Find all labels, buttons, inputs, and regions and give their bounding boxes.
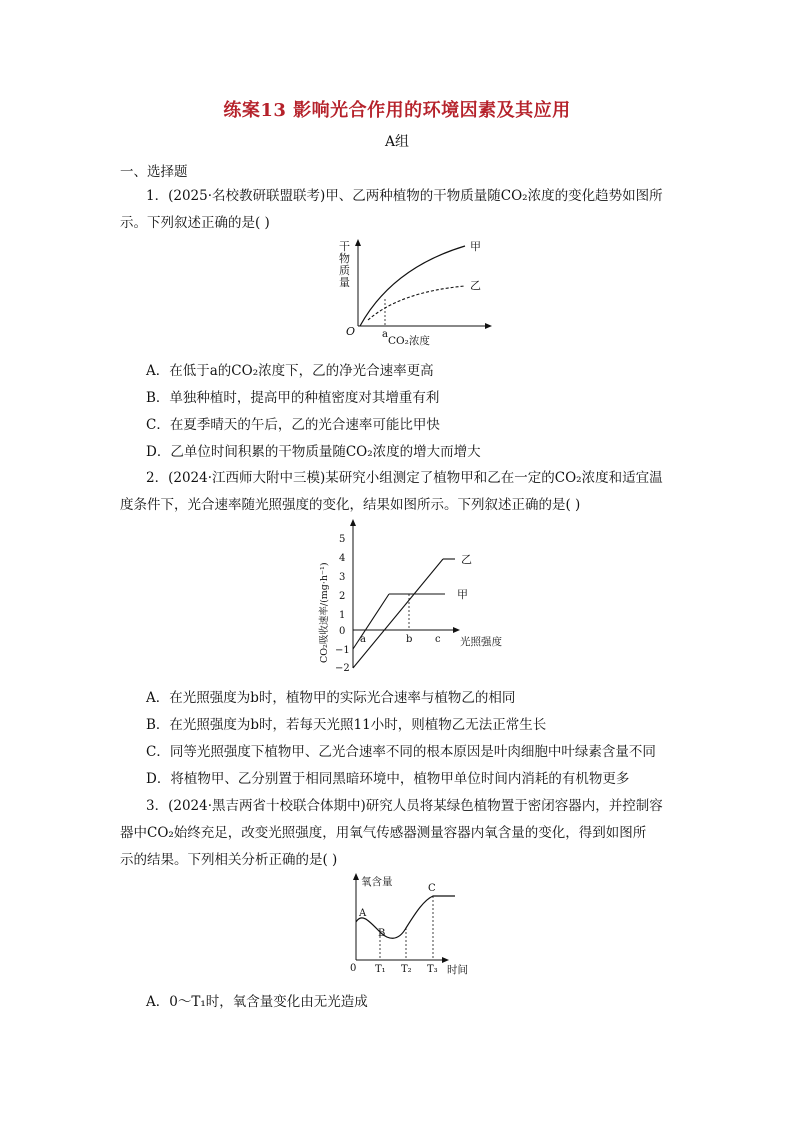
q2-ytick-4: 4 — [339, 553, 346, 564]
q2-xmark-b: b — [406, 634, 413, 645]
q2-line1: 2．(2024·江西师大附中三模)某研究小组测定了植物甲和乙在一定的CO₂浓度和适宜温 — [146, 470, 663, 486]
q2-line-jia — [353, 594, 389, 649]
q3-xmark-t1: T₁ — [375, 964, 386, 975]
q3-stem — [120, 793, 680, 874]
q3-graph — [340, 872, 475, 980]
q3-xmark-t2: T₂ — [401, 964, 412, 975]
q2-option-a: A．在光照强度为b时，植物甲的实际光合速率与植物乙的相同 — [146, 690, 516, 706]
q2-stem — [120, 465, 680, 519]
q2-option-c: C．同等光照强度下植物甲、乙光合速率不同的根本原因是叶肉细胞中叶绿素含量不同 — [146, 744, 656, 760]
q1-curve2-label: 乙 — [470, 279, 481, 292]
q1-option-a: A．在低于a的CO₂浓度下，乙的净光合速率更高 — [146, 363, 434, 379]
section-heading: 一、选择题 — [120, 164, 188, 180]
q2-line-yi — [353, 559, 443, 668]
q2-ytick-5: 5 — [339, 534, 346, 545]
q3-line1: 3．(2024·黑吉两省十校联合体期中)研究人员将某绿色植物置于密闭容器内，并控制容 — [146, 798, 663, 814]
q1-mark-a: a — [382, 329, 388, 340]
q1-xlabel: CO₂浓度 — [388, 335, 430, 347]
q2-option-b: B．在光照强度为b时，若每天光照11小时，则植物乙无法正常生长 — [146, 717, 547, 733]
q1-ylabel: 干物质量 — [339, 240, 350, 289]
q1-curve-yi — [368, 286, 465, 320]
q3-point-c: C — [428, 883, 436, 894]
q1-option-d: D．乙单位时间积累的干物质量随CO₂浓度的增大而增大 — [146, 444, 481, 460]
q2-curve2-label: 甲 — [457, 588, 468, 601]
q2-ytick-2: 2 — [339, 591, 346, 602]
q2-xmark-a: a — [360, 634, 366, 645]
q1-line1: 1．(2025·名校教研联盟联考)甲、乙两种植物的干物质量随CO₂浓度的变化趋势如图所 — [146, 188, 663, 204]
q3-option-a: A．0～T₁时，氧含量变化由无光造成 — [146, 994, 368, 1010]
page-title: 练案13 影响光合作用的环境因素及其应用 — [223, 100, 571, 121]
q2-line2: 度条件下，光合速率随光照强度的变化，结果如图所示。下列叙述正确的是( ) — [120, 497, 581, 513]
q2-option-d: D．将植物甲、乙分别置于相同黑暗环境中，植物甲单位时间内消耗的有机物更多 — [146, 771, 630, 787]
q1-option-b: B．单独种植时，提高甲的种植密度对其增重有利 — [146, 390, 440, 406]
q2-xlabel: 光照强度 — [460, 636, 502, 648]
q3-xlabel: 时间 — [447, 964, 468, 976]
q3-point-b: B — [378, 928, 386, 939]
q3-line2: 器中CO₂始终充足，改变光照强度，用氧气传感器测量容器内氧含量的变化，得到如图所 — [120, 825, 647, 841]
q1-curve-jia — [360, 246, 465, 326]
q2-ytick-0: 0 — [339, 626, 346, 637]
q1-graph — [330, 238, 500, 350]
q1-curve1-label: 甲 — [470, 240, 481, 253]
q2-ylabel: CO₂吸收速率/(mg·h⁻¹) — [319, 562, 330, 663]
q1-stem — [120, 183, 680, 237]
q3-point-a: A — [359, 908, 367, 919]
q1-origin: O — [346, 325, 356, 338]
q2-ytick-1: 1 — [339, 610, 346, 621]
q3-xmark-t3: T₃ — [427, 964, 438, 975]
q3-curve — [356, 896, 455, 938]
q2-curve1-label: 乙 — [461, 553, 472, 566]
q3-line3: 示的结果。下列相关分析正确的是( ) — [120, 852, 338, 868]
q2-xmark-c: c — [435, 634, 441, 645]
q3-origin: 0 — [350, 963, 357, 974]
q2-ytick-3: 3 — [339, 572, 346, 583]
q2-ytick-m1: −1 — [335, 645, 350, 656]
q2-graph — [305, 518, 520, 676]
q2-ytick-m2: −2 — [335, 663, 350, 674]
q1-line2: 示。下列叙述正确的是( ) — [120, 215, 270, 231]
q1-option-c: C．在夏季晴天的午后，乙的光合速率可能比甲快 — [146, 417, 440, 433]
group-label: A组 — [384, 134, 410, 150]
q3-ylabel: 氧含量 — [361, 876, 393, 888]
